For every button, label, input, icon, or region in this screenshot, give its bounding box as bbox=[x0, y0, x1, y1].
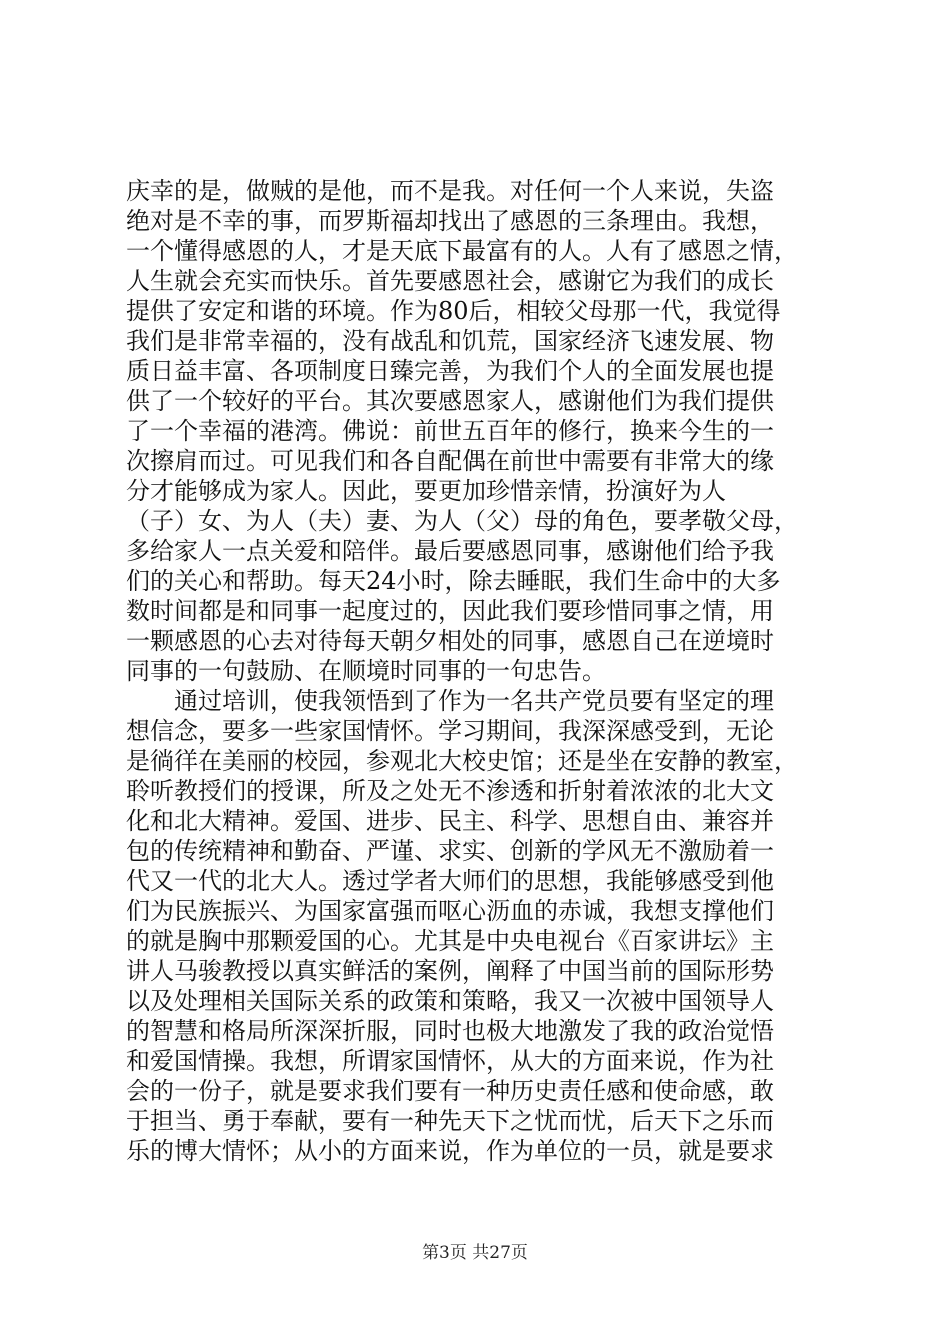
text-line: 的就是胸中那颗爱国的心。尤其是中央电视台《百家讲坛》主 bbox=[126, 927, 774, 955]
text-line: （子）女、为人（夫）妻、为人（父）母的角色，要孝敬父母， bbox=[126, 507, 798, 535]
text-line: 的智慧和格局所深深折服，同时也极大地激发了我的政治觉悟 bbox=[126, 1017, 774, 1045]
text-line: 多给家人一点关爱和陪伴。最后要感恩同事，感谢他们给予我 bbox=[126, 537, 774, 565]
text-line: 供了一个较好的平台。其次要感恩家人，感谢他们为我们提供 bbox=[126, 387, 774, 415]
text-line: 和爱国情操。我想，所谓家国情怀，从大的方面来说，作为社 bbox=[126, 1047, 774, 1075]
text-line: 是徜徉在美丽的校园，参观北大校史馆；还是坐在安静的教室， bbox=[126, 747, 798, 775]
text-line: 包的传统精神和勤奋、严谨、求实、创新的学风无不激励着一 bbox=[126, 837, 774, 865]
text-line: 聆听教授们的授课，所及之处无不渗透和折射着浓浓的北大文 bbox=[126, 777, 774, 805]
text-line: 同事的一句鼓励、在顺境时同事的一句忠告。 bbox=[126, 657, 606, 685]
text-line: 想信念，要多一些家国情怀。学习期间，我深深感受到，无论 bbox=[126, 717, 774, 745]
text-line: 质日益丰富、各项制度日臻完善，为我们个人的全面发展也提 bbox=[126, 357, 774, 385]
text-line: 们的关心和帮助。每天24小时，除去睡眠，我们生命中的大多 bbox=[126, 567, 781, 595]
text-line: 了一个幸福的港湾。佛说：前世五百年的修行，换来今生的一 bbox=[126, 417, 774, 445]
page-footer bbox=[0, 1242, 950, 1264]
text-line: 我们是非常幸福的，没有战乱和饥荒，国家经济飞速发展、物 bbox=[126, 327, 774, 355]
text-line: 通过培训，使我领悟到了作为一名共产党员要有坚定的理 bbox=[126, 687, 774, 715]
text-line: 代又一代的北大人。透过学者大师们的思想，我能够感受到他 bbox=[126, 867, 774, 895]
text-line: 们为民族振兴、为国家富强而呕心沥血的赤诚，我想支撑他们 bbox=[126, 897, 774, 925]
text-line: 一个懂得感恩的人，才是天底下最富有的人。人有了感恩之情， bbox=[126, 237, 798, 265]
text-line: 人生就会充实而快乐。首先要感恩社会，感谢它为我们的成长 bbox=[126, 267, 774, 295]
text-line: 庆幸的是，做贼的是他，而不是我。对任何一个人来说，失盗 bbox=[126, 177, 774, 205]
text-line: 于担当、勇于奉献，要有一种先天下之忧而忧，后天下之乐而 bbox=[126, 1107, 774, 1135]
document-body bbox=[126, 176, 830, 1166]
text-line: 分才能够成为家人。因此，要更加珍惜亲情，扮演好为人 bbox=[126, 477, 726, 505]
text-line: 讲人马骏教授以真实鲜活的案例，阐释了中国当前的国际形势 bbox=[126, 957, 774, 985]
page-number: 第3页 共27页 bbox=[422, 1243, 528, 1263]
text-line: 提供了安定和谐的环境。作为80后，相较父母那一代，我觉得 bbox=[126, 297, 781, 325]
text-line: 以及处理相关国际关系的政策和策略，我又一次被中国领导人 bbox=[126, 987, 774, 1015]
text-line: 化和北大精神。爱国、进步、民主、科学、思想自由、兼容并 bbox=[126, 807, 774, 835]
text-line: 一颗感恩的心去对待每天朝夕相处的同事，感恩自己在逆境时 bbox=[126, 627, 774, 655]
text-line: 数时间都是和同事一起度过的，因此我们要珍惜同事之情，用 bbox=[126, 597, 774, 625]
text-line: 绝对是不幸的事，而罗斯福却找出了感恩的三条理由。我想， bbox=[126, 207, 774, 235]
text-line: 次擦肩而过。可见我们和各自配偶在前世中需要有非常大的缘 bbox=[126, 447, 774, 475]
text-line: 乐的博大情怀；从小的方面来说，作为单位的一员，就是要求 bbox=[126, 1137, 774, 1165]
text-line: 会的一份子，就是要求我们要有一种历史责任感和使命感，敢 bbox=[126, 1077, 774, 1105]
